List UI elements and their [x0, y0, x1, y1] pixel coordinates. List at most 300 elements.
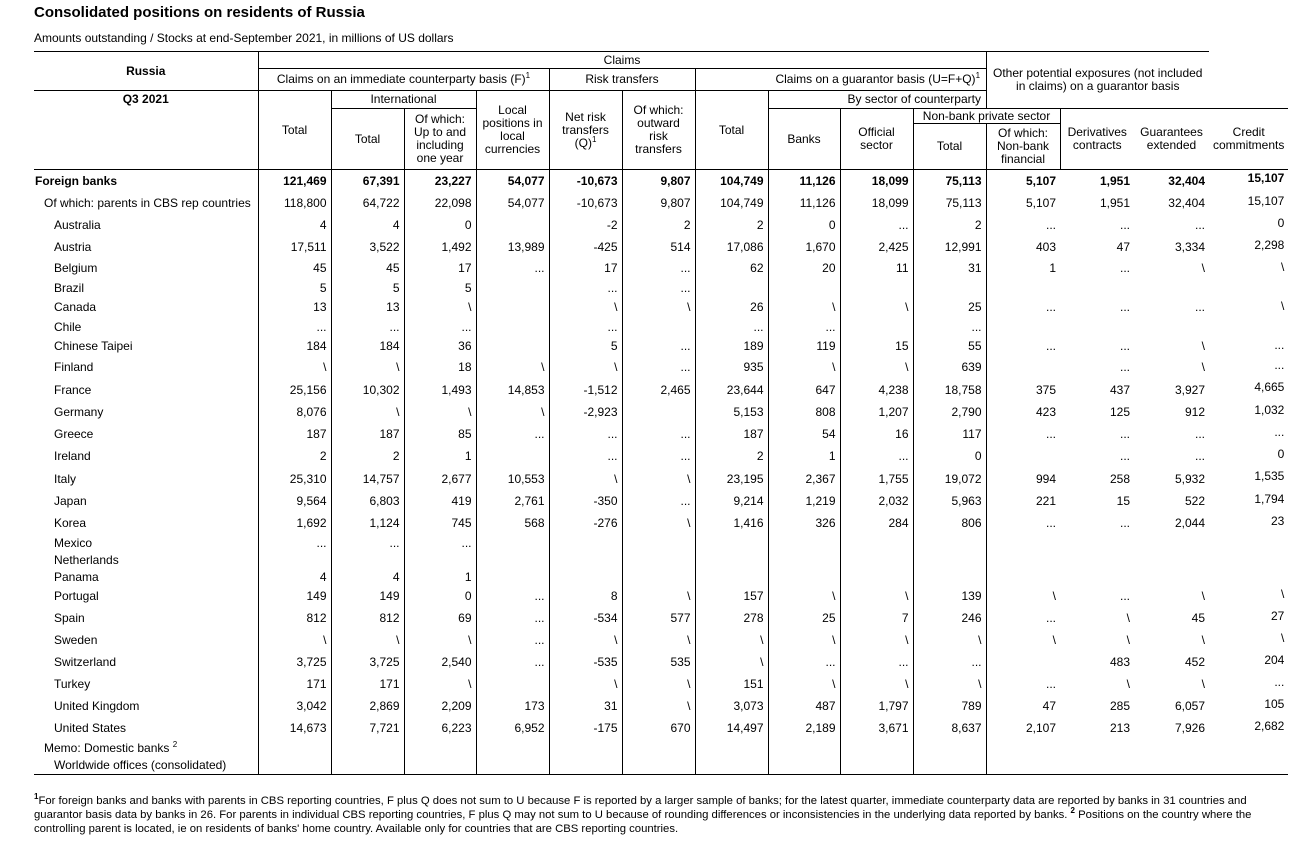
- table-cell: [476, 674, 549, 696]
- table-cell: 121,469: [258, 170, 331, 193]
- row-label: [34, 402, 258, 424]
- table-cell: 745: [404, 513, 476, 535]
- table-cell: 1,794: [1254, 491, 1285, 506]
- row-label-sup: 2: [172, 739, 178, 749]
- table-cell: 5,963: [913, 491, 986, 513]
- table-cell: 639: [913, 357, 986, 379]
- table-cell: \: [1201, 677, 1205, 691]
- table-cell: 9,807: [622, 193, 695, 215]
- table-cell: [622, 740, 695, 757]
- table-cell: 221: [986, 491, 1060, 513]
- table-cell: [1060, 757, 1134, 775]
- table-cell: ...: [476, 630, 549, 652]
- table-cell: 423: [986, 402, 1060, 424]
- row-label-text: Switzerland: [54, 655, 117, 669]
- table-cell: \: [1201, 261, 1205, 275]
- table-cell: \: [1126, 677, 1130, 691]
- row-label: [34, 193, 258, 215]
- table-cell: [622, 757, 695, 775]
- header-outward-risk: Of which: outward risk transfers: [622, 91, 695, 170]
- table-cell: 2,189: [768, 718, 840, 740]
- table-cell: ...: [476, 424, 549, 446]
- row-label: [34, 318, 258, 337]
- header-nonbank-private: Non-bank private sector: [913, 109, 1060, 124]
- positions-table: [34, 51, 1288, 775]
- table-cell: 812: [258, 608, 331, 630]
- table-cell: ...: [768, 652, 840, 674]
- table-cell: 2,677: [404, 468, 476, 491]
- table-row: [34, 569, 1288, 586]
- table-cell: 3,927: [1174, 382, 1205, 397]
- table-cell: \: [1281, 586, 1285, 601]
- header-guarantor-text: Claims on a guarantor basis (U=F+Q): [775, 72, 976, 86]
- row-label-text: Canada: [54, 300, 97, 314]
- table-cell: \: [622, 513, 695, 535]
- table-cell: 4,665: [1254, 379, 1285, 394]
- table-cell: 12,991: [913, 237, 986, 259]
- table-cell: 1,951: [1099, 173, 1130, 188]
- header-up-to-one-year: Of which: Up to and including one year: [404, 109, 476, 170]
- table-cell: 5,153: [695, 402, 768, 424]
- table-row: [34, 696, 1288, 718]
- table-cell: 184: [331, 337, 404, 357]
- table-cell: ...: [986, 424, 1060, 446]
- header-total-international: Total: [331, 109, 404, 170]
- table-cell: 173: [476, 696, 549, 718]
- table-cell: 171: [331, 674, 404, 696]
- table-cell: 25,156: [258, 379, 331, 402]
- table-cell: [768, 740, 840, 757]
- row-label: [34, 674, 258, 696]
- table-cell: 2,465: [622, 379, 695, 402]
- table-cell: 18: [404, 357, 476, 379]
- table-cell: 1,219: [768, 491, 840, 513]
- table-cell: 47: [1116, 240, 1130, 254]
- table-cell: 403: [986, 237, 1060, 259]
- table-cell: [1134, 569, 1209, 586]
- table-row: [34, 630, 1288, 652]
- table-cell: \: [986, 586, 1060, 608]
- table-cell: [476, 298, 549, 318]
- table-cell: ...: [622, 446, 695, 468]
- table-cell: 151: [695, 674, 768, 696]
- table-row: [34, 535, 1288, 552]
- table-cell: 55: [913, 337, 986, 357]
- table-cell: 1,207: [840, 402, 913, 424]
- table-cell: 3,334: [1174, 240, 1205, 254]
- table-cell: [913, 279, 986, 298]
- table-cell: 17: [549, 259, 622, 279]
- table-row: [34, 424, 1288, 446]
- table-cell: [986, 357, 1060, 379]
- table-cell: ...: [1194, 427, 1205, 441]
- table-cell: 4: [258, 215, 331, 237]
- table-cell: 1: [404, 446, 476, 468]
- table-cell: [476, 446, 549, 468]
- table-cell: 18,099: [840, 193, 913, 215]
- row-label-text: Mexico: [54, 535, 93, 550]
- table-cell: [549, 740, 622, 757]
- table-cell: \: [1281, 630, 1285, 645]
- header-nonbank-financial: Of which: Non-bank financial: [986, 124, 1060, 170]
- table-cell: 5: [331, 279, 404, 298]
- table-cell: [695, 552, 768, 569]
- page-title: Consolidated positions on residents of Russia: [34, 4, 365, 21]
- table-cell: ...: [404, 535, 476, 552]
- table-row: [34, 259, 1288, 279]
- row-label-text: Panama: [54, 569, 99, 584]
- table-cell: \: [622, 586, 695, 608]
- table-cell: ...: [476, 608, 549, 630]
- table-cell: 4,238: [840, 379, 913, 402]
- page-subtitle: Amounts outstanding / Stocks at end-September 2021, in millions of US dollars: [34, 31, 454, 45]
- table-cell: [404, 757, 476, 775]
- table-row: [34, 193, 1288, 215]
- table-cell: [1060, 552, 1134, 569]
- table-cell: 935: [695, 357, 768, 379]
- table-cell: ...: [331, 318, 404, 337]
- table-cell: 2,032: [840, 491, 913, 513]
- table-cell: 204: [1264, 652, 1285, 667]
- row-label: [34, 757, 258, 775]
- table-cell: 487: [768, 696, 840, 718]
- table-cell: 5,107: [986, 193, 1060, 215]
- table-cell: 75,113: [913, 170, 986, 193]
- table-cell: ...: [986, 608, 1060, 630]
- table-cell: [404, 740, 476, 757]
- table-cell: 285: [1109, 699, 1130, 713]
- table-cell: ...: [1194, 300, 1205, 314]
- table-cell: \: [840, 630, 913, 652]
- header-risk-transfers: Risk transfers: [549, 69, 695, 91]
- table-cell: 2,107: [986, 718, 1060, 740]
- table-cell: [258, 552, 331, 569]
- table-cell: [622, 402, 695, 424]
- table-cell: 2,044: [1174, 516, 1205, 530]
- row-label-text: Germany: [54, 405, 104, 419]
- table-cell: 187: [258, 424, 331, 446]
- row-label-text: Ireland: [54, 449, 91, 463]
- table-cell: [695, 757, 768, 775]
- row-label: [34, 424, 258, 446]
- table-cell: 437: [1109, 382, 1130, 397]
- table-cell: 6,223: [404, 718, 476, 740]
- table-cell: 19,072: [913, 468, 986, 491]
- header-international: International: [331, 91, 476, 109]
- table-cell: \: [768, 586, 840, 608]
- table-cell: -350: [549, 491, 622, 513]
- row-label: [34, 718, 258, 740]
- table-cell: 26: [695, 298, 768, 318]
- table-cell: [1060, 569, 1134, 586]
- table-cell: 1,692: [258, 513, 331, 535]
- table-cell: -175: [549, 718, 622, 740]
- table-cell: ...: [1119, 449, 1130, 463]
- table-cell: 912: [1184, 405, 1205, 419]
- header-local-positions: Local positions in local currencies: [476, 91, 549, 170]
- table-cell: 64,722: [331, 193, 404, 215]
- table-cell: -276: [549, 513, 622, 535]
- table-cell: 119: [768, 337, 840, 357]
- row-label-text: Portugal: [54, 589, 99, 603]
- table-cell: \: [404, 674, 476, 696]
- row-label-text: Foreign banks: [35, 173, 118, 188]
- table-cell: [1060, 279, 1134, 298]
- table-cell: 187: [331, 424, 404, 446]
- table-cell: ...: [840, 446, 913, 468]
- table-cell: 1,535: [1254, 468, 1285, 483]
- table-cell: ...: [404, 318, 476, 337]
- table-cell: \: [331, 402, 404, 424]
- table-cell: 5,932: [1174, 471, 1205, 486]
- table-cell: [549, 535, 622, 552]
- row-label: [34, 170, 258, 193]
- table-cell: [1134, 318, 1209, 337]
- table-cell: [549, 552, 622, 569]
- table-cell: [768, 552, 840, 569]
- footnote-1-text: For foreign banks and banks with parents in CBS reporting countries, F plus Q does not sum to U because F is reported by a larger sample of banks; for the latest quarter, immediate counterparty data are reported by banks in 31 countries and guarantor basis data by banks in 26. For parents in individual CBS reporting countries, F plus Q may not sum to U because of rounding differences or inconsistencies in the underlying data reported by banks.: [34, 795, 1247, 821]
- table-cell: \: [622, 674, 695, 696]
- row-label-text: Of which: parents in CBS rep countries: [44, 196, 251, 210]
- table-cell: -10,673: [549, 170, 622, 193]
- table-row: [34, 446, 1288, 468]
- table-cell: \: [695, 652, 768, 674]
- header-immediate-text: Claims on an immediate counterparty basis (F): [276, 72, 526, 86]
- table-cell: [986, 279, 1060, 298]
- header-period: Q3 2021: [34, 91, 258, 170]
- table-cell: \: [1201, 633, 1205, 647]
- row-label: [34, 237, 258, 259]
- table-cell: ...: [331, 535, 404, 552]
- table-cell: 2: [913, 215, 986, 237]
- table-cell: 54: [768, 424, 840, 446]
- table-cell: ...: [549, 446, 622, 468]
- table-cell: \: [768, 298, 840, 318]
- table-cell: 6,803: [331, 491, 404, 513]
- table-cell: ...: [1119, 589, 1130, 603]
- table-cell: 5: [258, 279, 331, 298]
- row-label: [34, 491, 258, 513]
- row-label: [34, 379, 258, 402]
- table-cell: [549, 757, 622, 775]
- table-cell: 2: [331, 446, 404, 468]
- table-cell: 85: [404, 424, 476, 446]
- table-cell: 31: [549, 696, 622, 718]
- row-label-text: Austria: [54, 240, 92, 254]
- table-cell: 32,404: [1168, 196, 1205, 210]
- table-cell: 278: [695, 608, 768, 630]
- table-cell: 5,107: [986, 170, 1060, 193]
- table-cell: 15: [1116, 494, 1130, 508]
- table-cell: 23: [1270, 513, 1285, 528]
- table-row: [34, 652, 1288, 674]
- table-cell: 0: [768, 215, 840, 237]
- header-derivatives: Derivatives contracts: [1060, 109, 1134, 170]
- table-cell: [476, 757, 549, 775]
- table-cell: \: [1201, 589, 1205, 603]
- table-cell: ...: [1119, 516, 1130, 530]
- row-label-text: United States: [54, 721, 127, 735]
- row-label: [34, 552, 258, 569]
- table-cell: ...: [476, 259, 549, 279]
- table-cell: 184: [258, 337, 331, 357]
- table-cell: 8,637: [913, 718, 986, 740]
- table-cell: [258, 757, 331, 775]
- table-cell: 13: [258, 298, 331, 318]
- table-cell: [986, 569, 1060, 586]
- table-cell: ...: [840, 652, 913, 674]
- table-cell: 47: [986, 696, 1060, 718]
- table-row: [34, 586, 1288, 608]
- table-cell: 1,797: [840, 696, 913, 718]
- table-cell: [1209, 552, 1288, 569]
- table-cell: 789: [913, 696, 986, 718]
- table-cell: 17,511: [258, 237, 331, 259]
- table-cell: 0: [1277, 446, 1285, 461]
- table-cell: ...: [1194, 218, 1205, 232]
- table-row: [34, 237, 1288, 259]
- table-cell: 8: [549, 586, 622, 608]
- table-cell: 171: [258, 674, 331, 696]
- table-cell: [913, 740, 986, 757]
- row-label-text: Brazil: [54, 280, 85, 295]
- table-cell: ...: [622, 424, 695, 446]
- table-cell: 9,214: [695, 491, 768, 513]
- table-cell: [695, 740, 768, 757]
- table-cell: ...: [913, 318, 986, 337]
- table-cell: \: [913, 630, 986, 652]
- table-cell: ...: [1274, 424, 1285, 439]
- table-cell: [695, 279, 768, 298]
- footnote-1-marker: 1: [34, 792, 39, 802]
- table-cell: \: [258, 630, 331, 652]
- table-cell: 812: [331, 608, 404, 630]
- table-cell: [913, 757, 986, 775]
- table-cell: [840, 552, 913, 569]
- table-cell: [986, 446, 1060, 468]
- header-total: Total: [258, 91, 331, 170]
- table-cell: ...: [549, 318, 622, 337]
- table-cell: ...: [986, 513, 1060, 535]
- table-cell: 13: [331, 298, 404, 318]
- table-cell: \: [695, 630, 768, 652]
- table-cell: [476, 552, 549, 569]
- table-cell: [913, 535, 986, 552]
- table-cell: [404, 552, 476, 569]
- table-cell: 7,926: [1174, 721, 1205, 735]
- table-cell: 7: [840, 608, 913, 630]
- table-cell: ...: [622, 279, 695, 298]
- table-cell: [695, 535, 768, 552]
- table-cell: 9,564: [258, 491, 331, 513]
- table-cell: [622, 318, 695, 337]
- table-cell: \: [840, 357, 913, 379]
- table-cell: -534: [549, 608, 622, 630]
- table-cell: [1134, 740, 1209, 757]
- table-cell: 246: [913, 608, 986, 630]
- table-cell: [1209, 535, 1288, 552]
- table-cell: \: [622, 630, 695, 652]
- table-cell: 326: [768, 513, 840, 535]
- table-cell: 139: [913, 586, 986, 608]
- table-cell: 14,757: [331, 468, 404, 491]
- table-row: [34, 279, 1288, 298]
- table-cell: 1,032: [1254, 402, 1285, 417]
- table-cell: \: [549, 357, 622, 379]
- row-label: [34, 279, 258, 298]
- footnotes: [34, 794, 1284, 836]
- table-cell: 7,721: [331, 718, 404, 740]
- table-cell: 2: [622, 215, 695, 237]
- table-cell: 31: [913, 259, 986, 279]
- table-cell: 45: [1191, 611, 1205, 625]
- table-cell: ...: [1119, 339, 1130, 353]
- header-net-risk-sup: 1: [591, 134, 597, 144]
- table-cell: 54,077: [476, 193, 549, 215]
- table-cell: \: [1281, 259, 1285, 274]
- row-label-text: Memo: Domestic banks: [44, 740, 170, 755]
- table-cell: ...: [258, 318, 331, 337]
- table-cell: 806: [913, 513, 986, 535]
- header-claims: Claims: [258, 52, 986, 69]
- table-cell: ...: [622, 337, 695, 357]
- table-cell: 6,057: [1174, 699, 1205, 713]
- table-cell: 15,107: [1247, 171, 1285, 185]
- table-cell: \: [549, 674, 622, 696]
- table-cell: 2: [695, 446, 768, 468]
- table-cell: ...: [1274, 357, 1285, 372]
- table-cell: 104,749: [695, 193, 768, 215]
- table-cell: 20: [768, 259, 840, 279]
- table-cell: ...: [622, 259, 695, 279]
- table-cell: \: [331, 357, 404, 379]
- table-cell: [986, 552, 1060, 569]
- row-label-text: Japan: [54, 494, 87, 508]
- row-label-text: United Kingdom: [54, 699, 140, 713]
- table-cell: \: [840, 674, 913, 696]
- table-cell: 3,042: [258, 696, 331, 718]
- table-cell: \: [1201, 339, 1205, 353]
- table-cell: [1134, 279, 1209, 298]
- table-cell: [476, 569, 549, 586]
- table-cell: 1,416: [695, 513, 768, 535]
- table-cell: ...: [258, 535, 331, 552]
- table-cell: \: [768, 630, 840, 652]
- table-cell: 1,492: [404, 237, 476, 259]
- table-row: [34, 674, 1288, 696]
- table-row: [34, 552, 1288, 569]
- table-cell: [1134, 552, 1209, 569]
- table-cell: \: [1126, 611, 1130, 625]
- row-label: [34, 652, 258, 674]
- table-cell: [840, 740, 913, 757]
- table-cell: 0: [1277, 215, 1285, 230]
- table-row: [34, 170, 1288, 193]
- table-row: [34, 318, 1288, 337]
- table-cell: [1209, 569, 1288, 586]
- table-cell: 45: [258, 259, 331, 279]
- header-official-sector: Official sector: [840, 109, 913, 170]
- table-cell: [1209, 740, 1288, 757]
- table-row: [34, 608, 1288, 630]
- table-cell: 284: [840, 513, 913, 535]
- table-cell: 2,209: [404, 696, 476, 718]
- table-cell: [768, 279, 840, 298]
- table-cell: 16: [840, 424, 913, 446]
- table-cell: 157: [695, 586, 768, 608]
- table-cell: [476, 337, 549, 357]
- table-cell: ...: [1119, 427, 1130, 441]
